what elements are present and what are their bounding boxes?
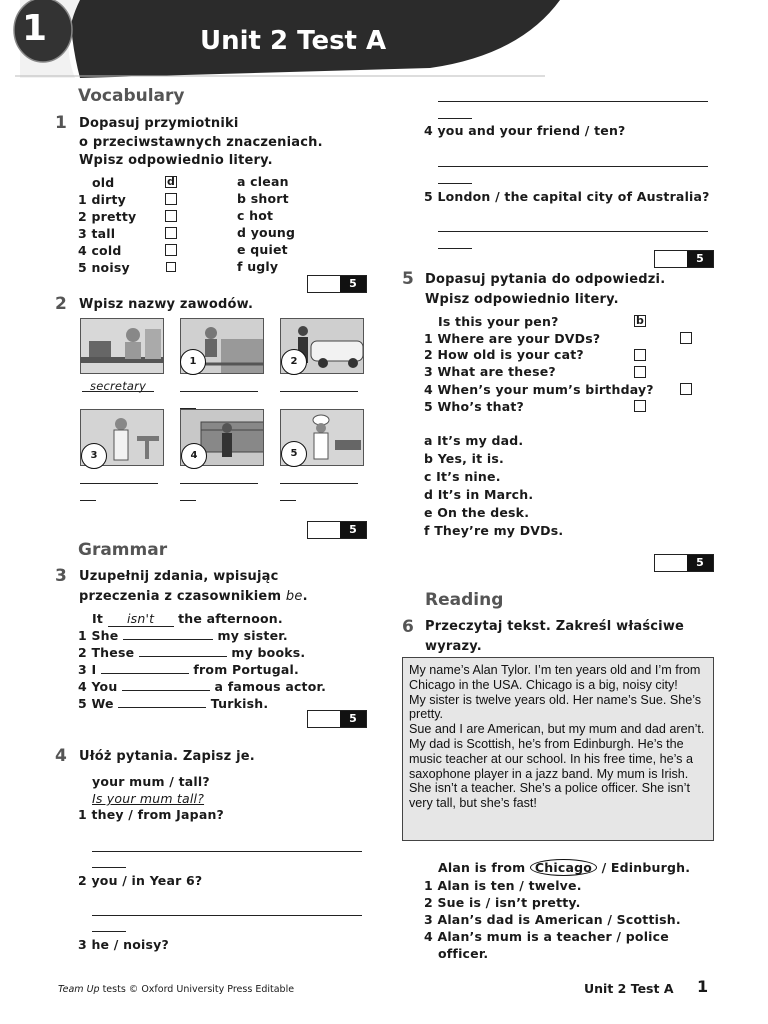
answer-line[interactable] — [80, 500, 96, 501]
reading-item[interactable]: 3 Alan’s dad is American / Scottish. — [424, 912, 681, 927]
answer-option: b Yes, it is. — [424, 451, 504, 466]
sentence-item — [78, 696, 268, 711]
sentence-text: 5 We — [78, 696, 119, 711]
reading-paragraph: Sue and I are American, but my mum and dad aren’t. My dad is Scottish, he’s from Edinburgh. He’s the music teacher at our school. In his free time, he’s a saxophone player in a jazz band. My mum is Irish. She isn’t a teacher. She’s a police officer. She isn’t very tall, but she’s fast! — [409, 722, 705, 811]
list-item: e quiet — [237, 242, 288, 257]
answer-checkbox[interactable] — [165, 244, 177, 256]
instruction-verb: be — [285, 589, 303, 604]
exercise-instruction: Przeczytaj tekst. Zakreśl właściwe — [425, 619, 685, 634]
unit-number: 1 — [22, 8, 48, 49]
picture-number: 4 — [181, 443, 207, 469]
answer-checkbox[interactable] — [165, 193, 177, 205]
job-picture-secretary — [80, 318, 164, 374]
list-item: 2 pretty — [78, 209, 137, 224]
exercise-instruction: Dopasuj przymiotniki — [79, 116, 239, 131]
question-item: Is this your pen? — [438, 314, 559, 329]
answer-checkbox[interactable] — [634, 400, 646, 412]
reading-item[interactable]: 4 Alan’s mum is a teacher / police — [424, 929, 669, 944]
example-answer: secretary — [90, 379, 147, 393]
question-item: 1 Where are your DVDs? — [424, 331, 601, 346]
list-item: a clean — [237, 174, 289, 189]
fill-blank[interactable] — [139, 646, 227, 657]
exercise-number: 4 — [55, 746, 67, 766]
answer-checkbox[interactable] — [165, 176, 177, 188]
answer-line[interactable] — [92, 931, 126, 932]
question-prompt: 1 they / from Japan? — [78, 807, 225, 822]
answer-checkbox[interactable] — [634, 315, 646, 327]
list-item: 1 dirty — [78, 192, 126, 207]
answer-line[interactable] — [180, 500, 196, 501]
question-prompt: 3 he / noisy? — [78, 937, 169, 952]
question-prompt: 5 London / the capital city of Australia? — [424, 189, 710, 204]
footer-unit: Unit 2 Test A — [584, 981, 674, 996]
reading-item-continued[interactable]: officer. — [438, 946, 489, 961]
sentence-item — [78, 645, 305, 660]
instruction-text: przeczenia z czasownikiem — [79, 589, 286, 604]
score-max: 5 — [340, 711, 366, 727]
sentence-text: from Portugal. — [188, 662, 299, 677]
answer-option: c It’s nine. — [424, 469, 501, 484]
footer-copyright — [58, 984, 294, 995]
footer-series: Team Up — [58, 984, 100, 995]
section-title-reading: Reading — [425, 590, 504, 610]
answer-line[interactable] — [438, 183, 472, 184]
answer-checkbox[interactable] — [166, 262, 176, 272]
exercise-instruction: Wpisz odpowiednio litery. — [425, 292, 619, 307]
exercise-instruction — [79, 588, 308, 606]
secretary-illustration — [81, 319, 164, 374]
answer-line[interactable] — [438, 101, 708, 102]
score-box[interactable] — [654, 250, 714, 268]
exercise-instruction: wyrazy. — [425, 639, 482, 654]
sentence-item — [78, 628, 288, 643]
exercise-instruction: Wpisz odpowiednio litery. — [79, 153, 273, 168]
checkbox-mark: d — [167, 175, 175, 188]
question-item: 2 How old is your cat? — [424, 347, 584, 362]
sentence-text: a famous actor. — [210, 679, 327, 694]
answer-line[interactable] — [438, 118, 472, 119]
page-number: 1 — [697, 977, 709, 996]
instruction-text: . — [302, 589, 308, 604]
sentence-text: Alan is from — [438, 860, 530, 875]
exercise-number: 3 — [55, 566, 67, 586]
footer-text: tests © Oxford University Press Editable — [99, 984, 295, 995]
sentence-text: my sister. — [212, 628, 288, 643]
answer-line[interactable] — [280, 500, 296, 501]
list-item: f ugly — [237, 259, 279, 274]
answer-line[interactable] — [92, 851, 362, 852]
exercise-instruction: Ułóż pytania. Zapisz je. — [79, 749, 255, 764]
answer-line[interactable] — [180, 391, 258, 392]
question-item: 4 When’s your mum’s birthday? — [424, 382, 654, 397]
sentence-text: my books. — [226, 645, 306, 660]
score-box[interactable] — [307, 710, 367, 728]
question-item: 3 What are these? — [424, 364, 556, 379]
section-title-vocabulary: Vocabulary — [78, 86, 185, 106]
list-item: c hot — [237, 208, 274, 223]
answer-checkbox[interactable] — [634, 349, 646, 361]
exercise-number: 6 — [402, 617, 414, 637]
fill-blank[interactable] — [123, 629, 213, 640]
sentence-text: 4 You — [78, 679, 122, 694]
score-max: 5 — [687, 251, 713, 267]
page-title: Unit 2 Test A — [200, 26, 387, 56]
answer-option: d It’s in March. — [424, 487, 534, 502]
sentence-item — [78, 662, 299, 677]
fill-blank[interactable] — [122, 680, 210, 691]
example-prompt: your mum / tall? — [92, 774, 210, 789]
score-max: 5 — [687, 555, 713, 571]
sentence-text: / Edinburgh. — [597, 860, 691, 875]
checkbox-mark: b — [636, 314, 644, 327]
answer-option: a It’s my dad. — [424, 433, 524, 448]
sentence-text: Turkish. — [206, 696, 269, 711]
list-item: b short — [237, 191, 289, 206]
answer-line[interactable] — [438, 248, 472, 249]
sentence-text: 3 I — [78, 662, 101, 677]
picture-number: 1 — [180, 349, 206, 375]
score-box[interactable] — [307, 521, 367, 539]
sentence-text: It — [92, 611, 108, 626]
answer-checkbox[interactable] — [165, 210, 177, 222]
question-prompt: 4 you and your friend / ten? — [424, 123, 626, 138]
answer-checkbox[interactable] — [634, 366, 646, 378]
reading-text-box — [402, 657, 714, 841]
reading-paragraph: My name’s Alan Tylor. I’m ten years old and I’m from Chicago in the USA. Chicago is a big, noisy city! — [409, 663, 701, 692]
picture-number: 2 — [281, 349, 307, 375]
section-title-grammar: Grammar — [78, 540, 168, 560]
exercise-number: 5 — [402, 269, 414, 289]
exercise-instruction: Dopasuj pytania do odpowiedzi. — [425, 272, 666, 287]
picture-number: 3 — [81, 443, 107, 469]
answer-option: f They’re my DVDs. — [424, 523, 564, 538]
example-sentence — [92, 611, 283, 627]
list-item: 3 tall — [78, 226, 116, 241]
answer-option: e On the desk. — [424, 505, 530, 520]
answer-line[interactable] — [280, 483, 358, 484]
sentence-text: 1 She — [78, 628, 123, 643]
list-item: 4 cold — [78, 243, 122, 258]
answer-checkbox[interactable] — [165, 227, 177, 239]
picture-number: 5 — [281, 441, 307, 467]
list-item: d young — [237, 225, 296, 240]
reading-paragraph: My sister is twelve years old. Her name’s Sue. She’s pretty. — [409, 692, 702, 722]
exercise-instruction: Wpisz nazwy zawodów. — [79, 297, 254, 312]
page-header — [0, 0, 768, 80]
answer-line[interactable] — [280, 391, 358, 392]
reading-item[interactable]: 2 Sue is / isn’t pretty. — [424, 895, 581, 910]
exercise-number: 1 — [55, 113, 67, 133]
answer-line[interactable] — [80, 483, 158, 484]
circled-answer: Chicago — [530, 859, 597, 876]
score-box[interactable] — [654, 554, 714, 572]
sentence-text: the afternoon. — [173, 611, 283, 626]
fill-blank[interactable] — [118, 697, 206, 708]
exercise-instruction: o przeciwstawnych znaczeniach. — [79, 135, 323, 150]
answer-line[interactable] — [92, 867, 126, 868]
answer-line[interactable] — [180, 483, 258, 484]
fill-blank[interactable] — [101, 663, 189, 674]
question-prompt: 2 you / in Year 6? — [78, 873, 203, 888]
list-item: 5 noisy — [78, 260, 130, 275]
list-item: old — [92, 175, 115, 190]
answer-checkbox[interactable] — [680, 332, 692, 344]
exercise-instruction: Uzupełnij zdania, wpisując — [79, 569, 279, 584]
score-max: 5 — [340, 276, 366, 292]
score-box[interactable] — [307, 275, 367, 293]
example-answer: Is your mum tall? — [92, 791, 205, 806]
reading-item[interactable]: 1 Alan is ten / twelve. — [424, 878, 582, 893]
answer-line[interactable] — [438, 166, 708, 167]
sentence-text: 2 These — [78, 645, 139, 660]
answer-line[interactable] — [92, 915, 362, 916]
example-answer: isn't — [108, 611, 174, 627]
exercise-number: 2 — [55, 294, 67, 314]
example-sentence — [438, 860, 690, 875]
answer-line — [82, 391, 154, 392]
score-max: 5 — [340, 522, 366, 538]
sentence-item — [78, 679, 326, 694]
answer-line[interactable] — [438, 231, 708, 232]
question-item: 5 Who’s that? — [424, 399, 524, 414]
answer-checkbox[interactable] — [680, 383, 692, 395]
